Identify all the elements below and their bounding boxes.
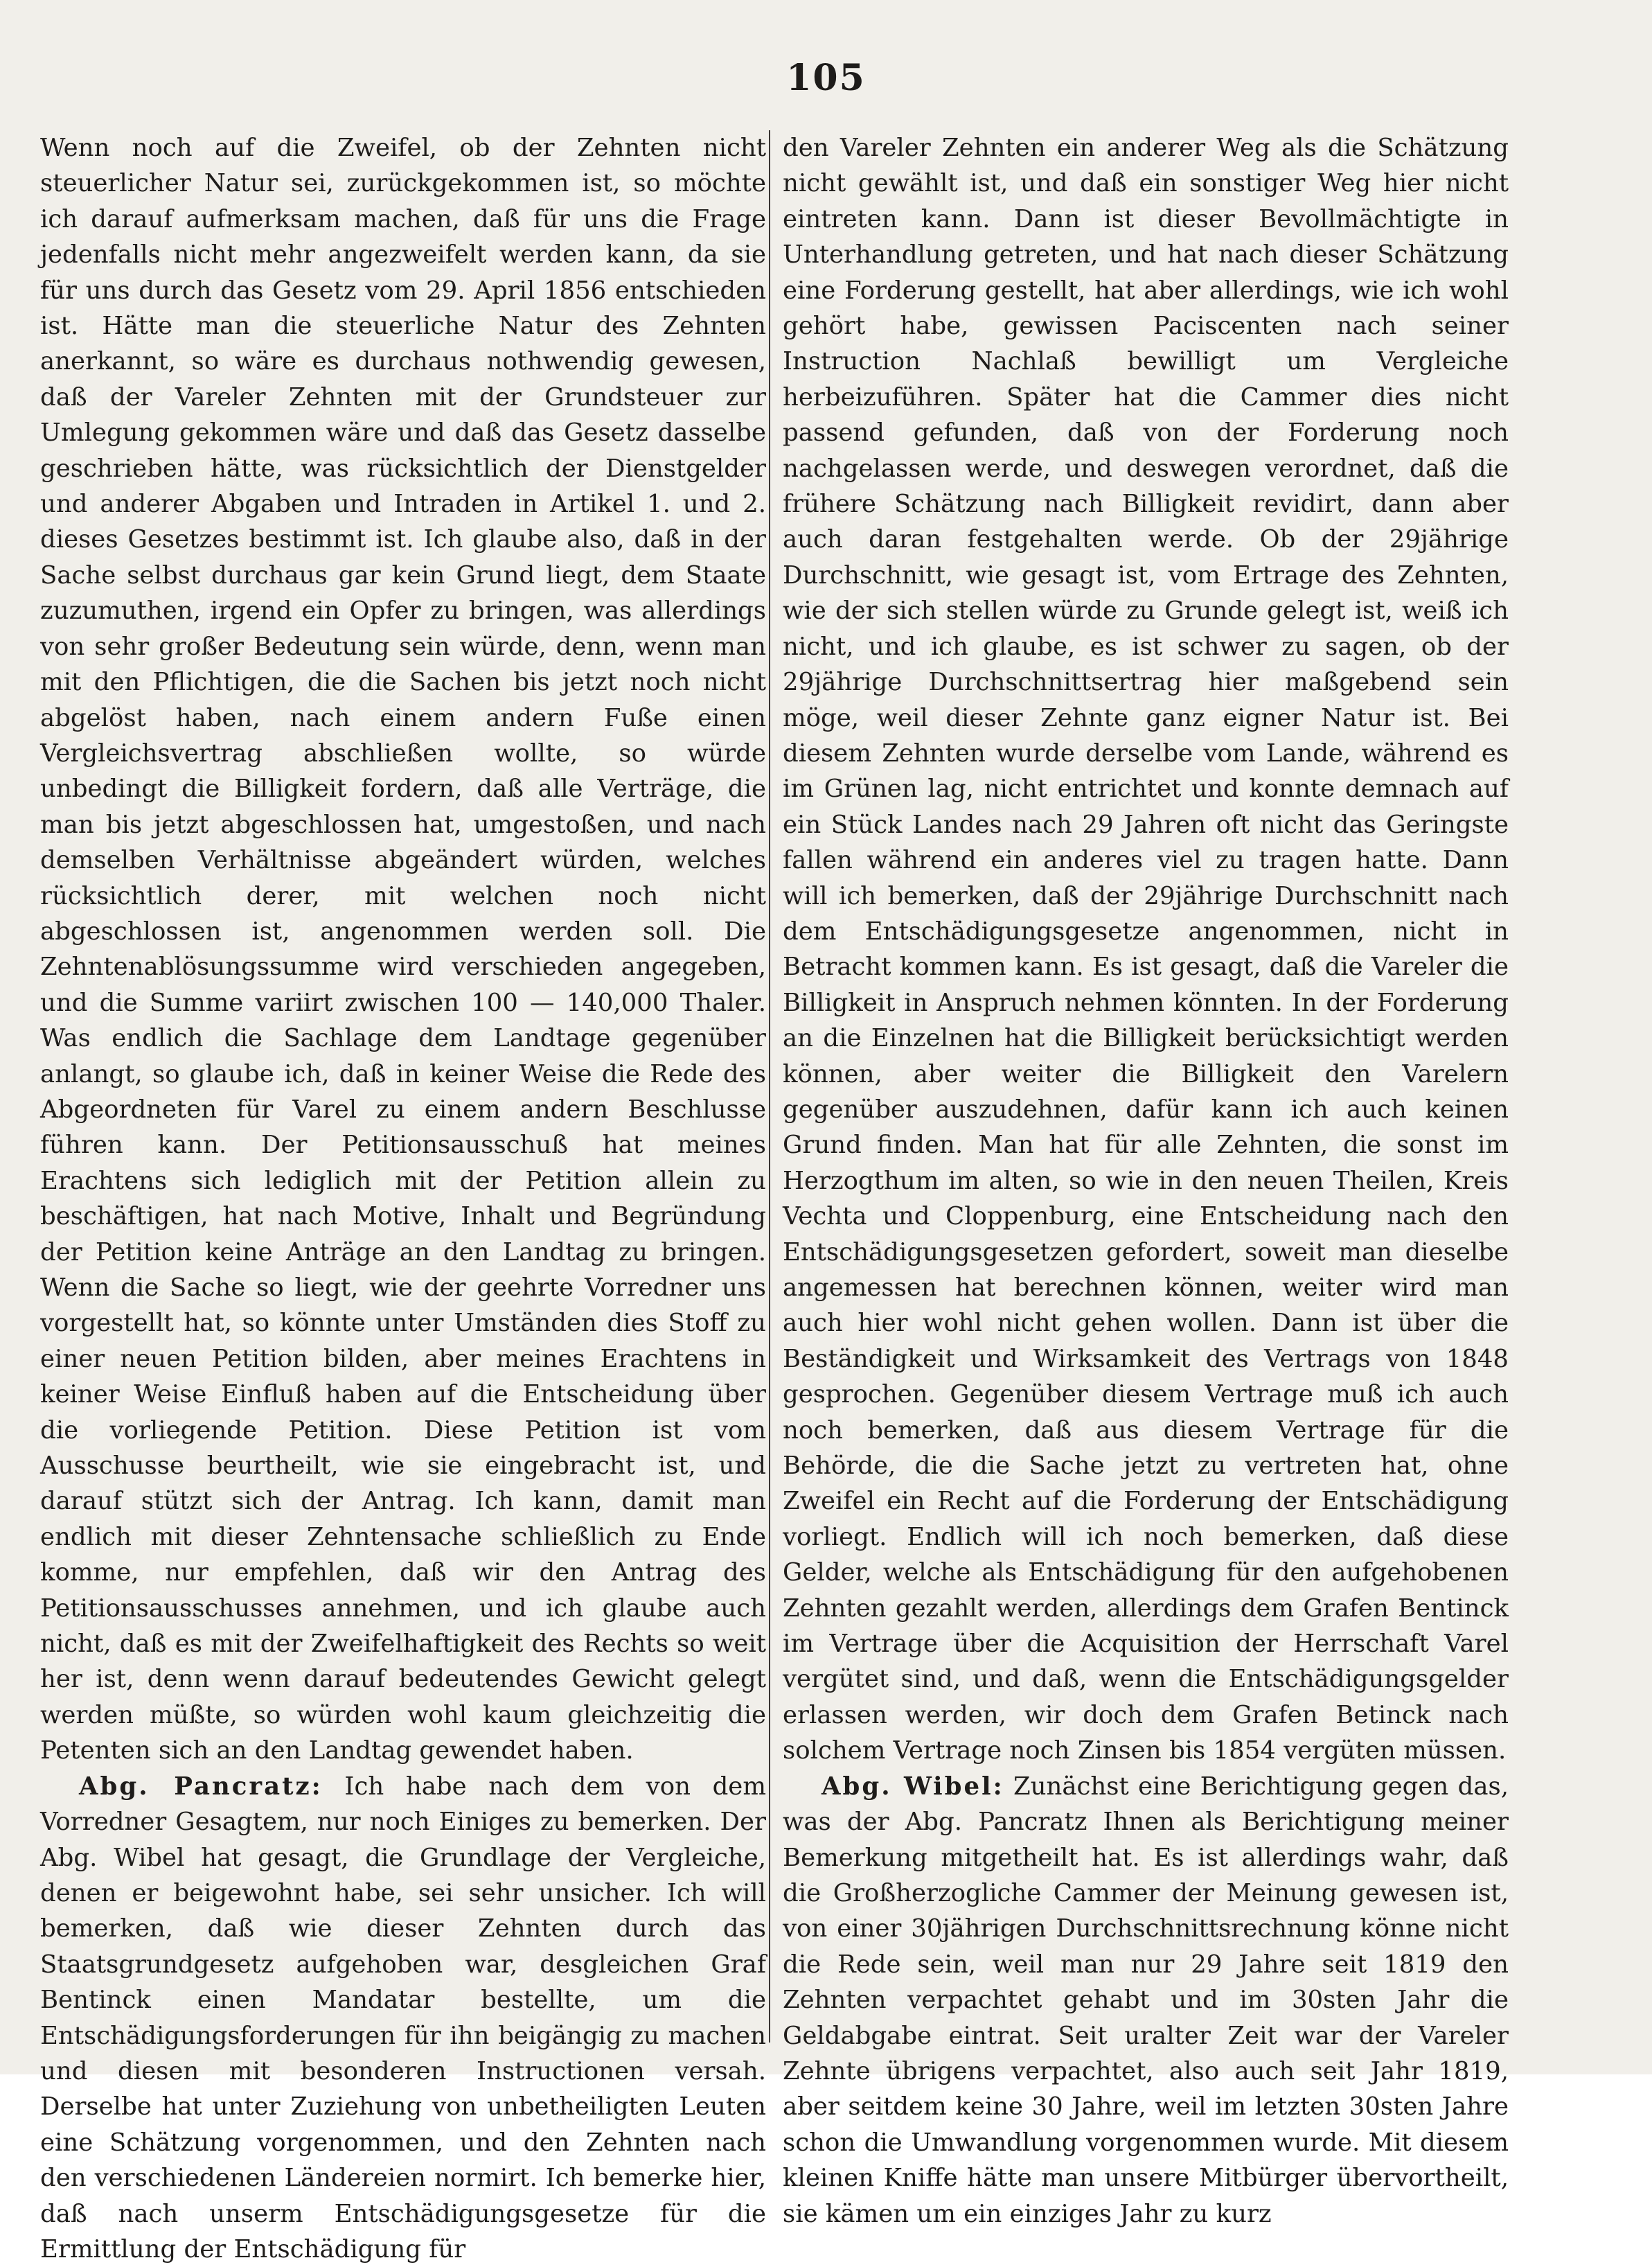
speech-text: Ich habe nach dem von dem Vorredner Gesagtem, nur noch Einiges zu bemerken. Der Abg. Wibel hat gesagt, die Grundlage der Vergleiche, denen er beigewohnt habe, sei sehr unsicher. Ich will bemerken, daß wie dieser Zehnten durch das Staatsgrundgesetz aufgehoben war, desgleichen Graf Bentinck einen Mandatar bestellte, um die Entschädigungsforderungen für ihn beigängig zu machen und diesen mit besonderen Instructionen versah. Derselbe hat unter Zuziehung von unbetheiligten Leuten eine Schätzung vorgenommen, und den Zehnten nach den verschiedenen Ländereien normirt. Ich bemerke hier, daß nach unserm Entschädigungsgesetze für die Ermittlung der Entschädigung für: [40, 1772, 766, 2264]
speech-text: Zunächst eine Berichtigung gegen das, was der Abg. Pancratz Ihnen als Berichtigung meiner Bemerkung mitgetheilt hat. Es ist allerdings wahr, daß die Großherzogliche Cammer der Meinung gewesen ist, von einer 30jährigen Durchschnittsrechnung könne nicht die Rede sein, weil man nur 29 Jahre seit 1819 den Zehnten verpachtet gehabt und im 30sten Jahr die Geldabgabe eintrat. Seit uralter Zeit war der Vareler Zehnte übrigens verpachtet, also auch seit Jahr 1819, aber seitdem keine 30 Jahre, weil im letzten 30sten Jahre schon die Umwandlung vorgenommen wurde. Mit diesem kleinen Kniffe hätte man unsere Mitbürger übervortheilt, sie kämen um ein einziges Jahr zu kurz: [783, 1772, 1509, 2228]
paragraph: den Vareler Zehnten ein anderer Weg als die Schätzung nicht gewählt ist, und daß ein sonstiger Weg hier nicht eintreten kann. Dann ist dieser Bevollmächtigte in Unterhandlung getreten, und hat nach dieser Schätzung eine Forderung gestellt, hat aber allerdings, wie ich wohl gehört habe, gewissen Paciscenten nach seiner Instruction Nachlaß bewilligt um Vergleiche herbeizuführen. Später hat die Cammer dies nicht passend gefunden, daß von der Forderung noch nachgelassen werde, und deswegen verordnet, daß die frühere Schätzung nach Billigkeit revidirt, dann aber auch daran festgehalten werde. Ob der 29jährige Durchschnitt, wie gesagt ist, vom Ertrage des Zehnten, wie der sich stellen würde zu Grunde gelegt ist, weiß ich nicht, und ich glaube, es ist schwer zu sagen, ob der 29jährige Durchschnittsertrag hier maßgebend sein möge, weil dieser Zehnte ganz eigner Natur ist. Bei diesem Zehnten wurde derselbe vom Lande, während es im Grünen lag, nicht entrichtet und konnte demnach auf ein Stück Landes nach 29 Jahren oft nicht das Geringste fallen während ein anderes viel zu tragen hatte. Dann will ich bemerken, daß der 29jährige Durchschnitt nach dem Entschädigungsgesetze angenommen, nicht in Betracht kommen kann. Es ist gesagt, daß die Vareler die Billigkeit in Anspruch nehmen könnten. In der Forderung an die Einzelnen hat die Billigkeit berücksichtigt werden können, aber weiter die Billigkeit den Varelern gegenüber auszudehnen, dafür kann ich auch keinen Grund finden. Man hat für alle Zehnten, die sonst im Herzogthum im alten, so wie in den neuen Theilen, Kreis Vechta und Cloppenburg, eine Entscheidung nach den Entschädigungsgesetzen gefordert, soweit man dieselbe angemessen hat berechnen können, weiter wird man auch hier wohl nicht gehen wollen. Dann ist über die Beständigkeit und Wirksamkeit des Vertrags von 1848 gesprochen. Gegenüber diesem Vertrage muß ich auch noch bemerken, daß aus diesem Vertrage für die Behörde, die die Sache jetzt zu vertreten hat, ohne Zweifel ein Recht auf die Forderung der Entschädigung vorliegt. Endlich will ich noch bemerken, daß diese Gelder, welche als Entschädigung für den aufgehobenen Zehnten gezahlt werden, allerdings dem Grafen Bentinck im Vertrage über die Acquisition der Herrschaft Varel vergütet sind, und daß, wenn die Entschädigungsgelder erlassen werden, wir doch dem Grafen Betinck nach solchem Vertrage noch Zinsen bis 1854 vergüten müssen.: [783, 134, 1509, 1765]
paragraph: Wenn noch auf die Zweifel, ob der Zehnten nicht steuerlicher Natur sei, zurückgekommen ist, so möchte ich darauf aufmerksam machen, daß für uns die Frage jedenfalls nicht mehr angezweifelt werden kann, da sie für uns durch das Gesetz vom 29. April 1856 entschieden ist. Hätte man die steuerliche Natur des Zehnten anerkannt, so wäre es durchaus nothwendig gewesen, daß der Vareler Zehnten mit der Grundsteuer zur Umlegung gekommen wäre und daß das Gesetz dasselbe geschrieben hätte, was rücksichtlich der Dienstgelder und anderer Abgaben und Intraden in Artikel 1. und 2. dieses Gesetzes bestimmt ist. Ich glaube also, daß in der Sache selbst durchaus gar kein Grund liegt, dem Staate zuzumuthen, irgend ein Opfer zu bringen, was allerdings von sehr großer Bedeutung sein würde, denn, wenn man mit den Pflichtigen, die die Sachen bis jetzt noch nicht abgelöst haben, nach einem andern Fuße einen Vergleichsvertrag abschließen wollte, so würde unbedingt die Billigkeit fordern, daß alle Verträge, die man bis jetzt abgeschlossen hat, umgestoßen, und nach demselben Verhältnisse abgeändert würden, welches rücksichtlich derer, mit welchen noch nicht abgeschlossen ist, angenommen werden soll. Die Zehntenablösungssumme wird verschieden angegeben, und die Summe variirt zwischen 100 — 140,000 Thaler. Was endlich die Sachlage dem Landtage gegenüber anlangt, so glaube ich, daß in keiner Weise die Rede des Abgeordneten für Varel zu einem andern Beschlusse führen kann. Der Petitionsausschuß hat meines Erachtens sich lediglich mit der Petition allein zu beschäftigen, hat nach Motive, Inhalt und Begründung der Petition keine Anträge an den Landtag zu bringen. Wenn die Sache so liegt, wie der geehrte Vorredner uns vorgestellt hat, so könnte unter Umständen dies Stoff zu einer neuen Petition bilden, aber meines Erachtens in keiner Weise Einfluß haben auf die Entscheidung über die vorliegende Petition. Diese Petition ist vom Ausschusse beurtheilt, wie sie eingebracht ist, und darauf stützt sich der Antrag. Ich kann, damit man endlich mit dieser Zehntensache schließlich zu Ende komme, nur empfehlen, daß wir den Antrag des Petitionsausschusses annehmen, und ich glaube auch nicht, daß es mit der Zweifelhaftigkeit des Rechts so weit her ist, denn wenn darauf bedeutendes Gewicht gelegt werden müßte, so würden wohl kaum gleichzeitig die Petenten sich an den Landtag gewendet haben.: [40, 134, 766, 1765]
page-number: 105: [786, 57, 866, 99]
speaker-label: Abg. Wibel:: [821, 1772, 1004, 1801]
column-divider: [769, 130, 770, 2043]
right-column: [783, 130, 1509, 2232]
left-column: [40, 130, 766, 2267]
speech-paragraph: [783, 1769, 1509, 2232]
speaker-label: Abg. Pancratz:: [79, 1772, 323, 1801]
speech-paragraph: [40, 1769, 766, 2267]
